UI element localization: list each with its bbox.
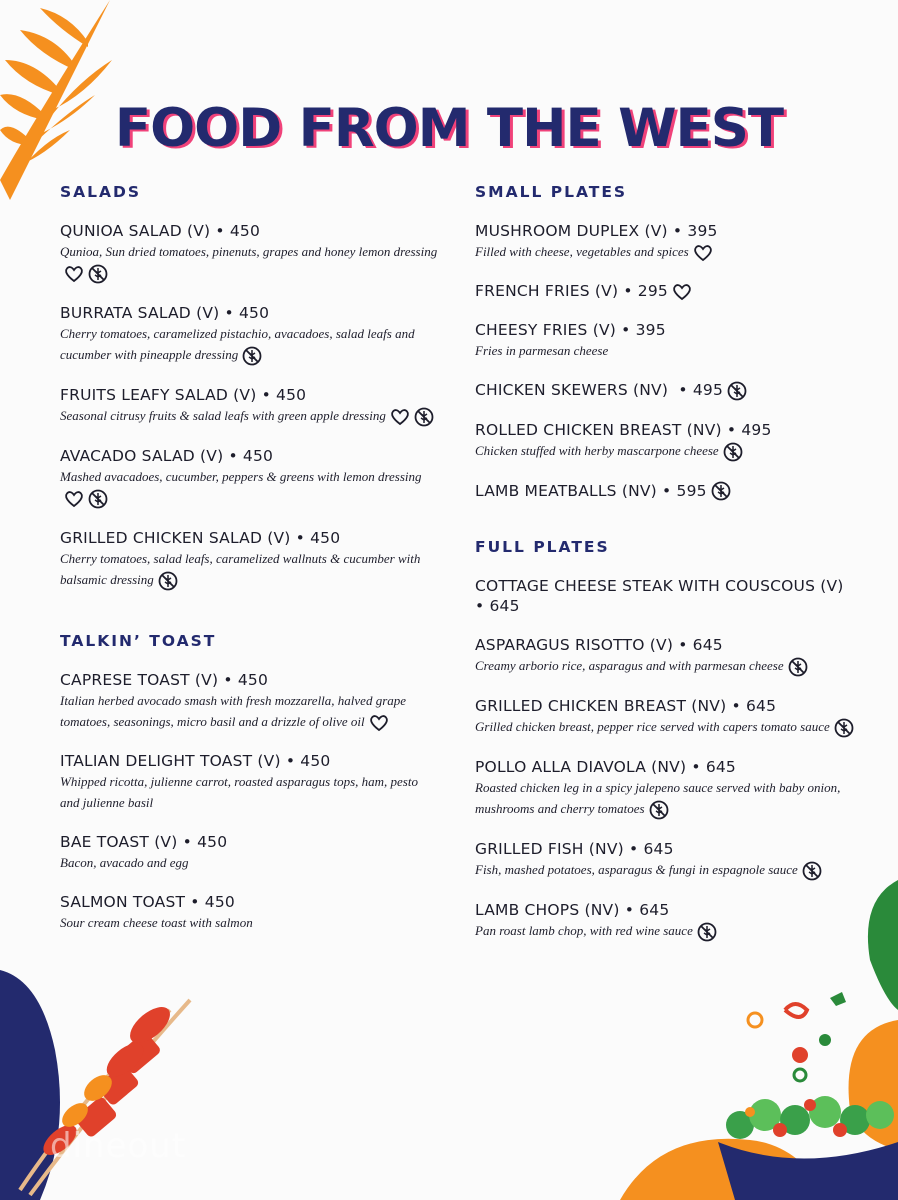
menu-item	[475, 420, 875, 462]
gluten-free-icon	[88, 489, 108, 509]
item-description: Roasted chicken leg in a spicy jalepeno sauce served with baby onion, mushrooms and cherry tomatoes	[475, 780, 841, 817]
item-description: Chicken stuffed with herby mascarpone cheese	[475, 442, 719, 458]
item-name: QUNIOA SALAD (V) • 450	[60, 222, 261, 240]
menu-item	[60, 221, 440, 284]
item-name: ITALIAN DELIGHT TOAST (V) • 450	[60, 752, 331, 771]
item-name: COTTAGE CHEESE STEAK WITH COUSCOUS (V) • 645	[475, 577, 844, 616]
item-name: LAMB MEATBALLS (NV) • 595	[475, 481, 707, 500]
heart-icon	[390, 408, 410, 426]
item-name: GRILLED CHICKEN BREAST (NV) • 645	[475, 697, 777, 716]
right-column	[475, 183, 875, 961]
left-column	[60, 183, 440, 952]
menu-item	[60, 670, 440, 732]
item-description: Grilled chicken breast, pepper rice served with capers tomato sauce	[475, 719, 830, 735]
gluten-free-icon	[242, 346, 262, 366]
menu-item	[475, 221, 875, 262]
heart-icon	[64, 265, 84, 283]
item-description: Fish, mashed potatoes, asparagus & fungi in espagnole sauce	[475, 862, 798, 878]
heart-icon	[672, 283, 692, 301]
gluten-free-icon	[788, 657, 808, 677]
item-name: CAPRESE TOAST (V) • 450	[60, 671, 269, 690]
gluten-free-icon	[802, 861, 822, 881]
section-heading-full-plates: FULL PLATES	[475, 538, 610, 557]
menu-item	[475, 696, 875, 738]
item-description: Cherry tomatoes, caramelized pistachio, avacadoes, salad leafs and cucumber with pineapple dressing	[60, 326, 415, 363]
menu-item	[475, 320, 875, 361]
gluten-free-icon	[727, 381, 747, 401]
item-name: BURRATA SALAD (V) • 450	[60, 304, 270, 323]
gluten-free-icon	[649, 800, 669, 820]
item-name: FRENCH FRIES (V) • 295	[475, 282, 668, 301]
item-description: Sour cream cheese toast with salmon	[60, 915, 253, 931]
item-name: MUSHROOM DUPLEX (V) • 395	[475, 222, 718, 240]
menu-item	[60, 446, 440, 509]
item-description: Italian herbed avocado smash with fresh mozzarella, halved grape tomatoes, seasonings, micro basil and a drizzle of olive oil	[60, 693, 407, 730]
item-name: FRUITS LEAFY SALAD (V) • 450	[60, 386, 307, 405]
item-name: CHEESY FRIES (V) • 395	[475, 321, 666, 340]
menu-item	[475, 576, 875, 616]
item-name: GRILLED CHICKEN SALAD (V) • 450	[60, 529, 341, 548]
item-name: ASPARAGUS RISOTTO (V) • 645	[475, 636, 723, 655]
page-title: FOOD FROM THE WEST	[114, 97, 784, 159]
item-description: Qunioa, Sun dried tomatoes, pinenuts, grapes and honey lemon dressing	[60, 244, 438, 259]
menu-item	[475, 481, 875, 502]
menu-item	[60, 832, 440, 873]
section-heading-small-plates: SMALL PLATES	[475, 183, 628, 201]
heart-icon	[369, 714, 389, 732]
menu-item	[60, 385, 440, 427]
item-description: Whipped ricotta, julienne carrot, roasted asparagus tops, ham, pesto and julienne basil	[60, 774, 418, 811]
heart-icon	[693, 244, 713, 262]
heart-icon	[64, 490, 84, 508]
gluten-free-icon	[711, 481, 731, 501]
item-description: Pan roast lamb chop, with red wine sauce	[475, 923, 693, 939]
item-name: POLLO ALLA DIAVOLA (NV) • 645	[475, 758, 736, 777]
gluten-free-icon	[414, 407, 434, 427]
item-name: ROLLED CHICKEN BREAST (NV) • 495	[475, 420, 772, 439]
item-description: Mashed avacadoes, cucumber, peppers & greens with lemon dressing	[60, 469, 422, 485]
item-name: LAMB CHOPS (NV) • 645	[475, 901, 670, 920]
item-description: Bacon, avacado and egg	[60, 855, 189, 871]
item-description: Fries in parmesan cheese	[475, 343, 609, 359]
salad-bowl-illustration	[600, 880, 898, 1200]
watermark-logo: dineout	[50, 1126, 187, 1166]
gluten-free-icon	[88, 264, 108, 284]
menu-item	[475, 839, 875, 881]
gluten-free-icon	[834, 718, 854, 738]
gluten-free-icon	[723, 442, 743, 462]
menu-item	[475, 635, 875, 677]
section-heading-toast: TALKIN’ TOAST	[60, 632, 217, 651]
item-description: Seasonal citrusy fruits & salad leafs with green apple dressing	[60, 408, 386, 424]
item-name: SALMON TOAST • 450	[60, 893, 235, 912]
item-name: GRILLED FISH (NV) • 645	[475, 840, 674, 859]
item-name: BAE TOAST (V) • 450	[60, 833, 228, 852]
menu-item	[475, 380, 875, 401]
item-name: CHICKEN SKEWERS (NV) • 495	[475, 381, 724, 400]
menu-item	[60, 303, 440, 366]
item-description: Cherry tomatoes, salad leafs, caramelized wallnuts & cucumber with balsamic dressing	[60, 551, 421, 588]
menu-item	[475, 757, 875, 820]
item-description: Filled with cheese, vegetables and spices	[475, 244, 689, 259]
menu-item	[60, 528, 440, 591]
menu-item	[475, 281, 875, 301]
section-heading-salads: SALADS	[60, 183, 142, 201]
menu-item	[60, 892, 440, 933]
item-name: AVACADO SALAD (V) • 450	[60, 447, 274, 466]
gluten-free-icon	[158, 571, 178, 591]
item-description: Creamy arborio rice, asparagus and with parmesan cheese	[475, 658, 784, 674]
menu-item	[60, 751, 440, 813]
